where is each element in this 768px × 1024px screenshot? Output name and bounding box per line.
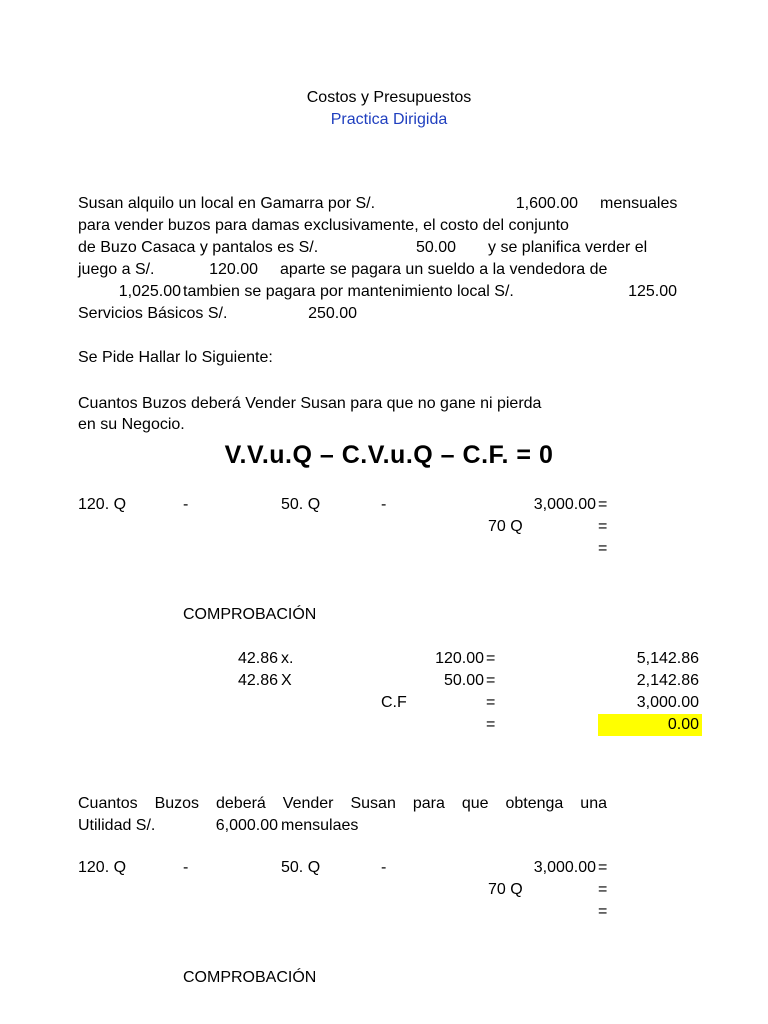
- breakeven-formula: V.V.u.Q – C.V.u.Q – C.F. = 0: [224, 441, 554, 469]
- check-row-3-result: 3,000.00: [636, 694, 699, 711]
- check-row-2-result: 2,142.86: [636, 672, 699, 689]
- check-row-4-result: 0.00: [667, 716, 699, 733]
- q2-eq-contribution: 70 Q: [488, 881, 523, 898]
- document-title: Costos y Presupuestos: [306, 89, 472, 106]
- check-row-2-eq: =: [486, 672, 496, 689]
- problem-line-3-tail: y se planifica verder el: [488, 239, 648, 256]
- question-1-line-2: en su Negocio.: [78, 416, 185, 433]
- q1-eq-term-variable-cost: 50. Q: [281, 496, 321, 513]
- problem-line-6-text: Servicios Básicos S/.: [78, 305, 228, 322]
- check-row-2-op: X: [281, 672, 292, 689]
- q1-eq-equals-1: =: [598, 496, 608, 513]
- task-prompt: Se Pide Hallar lo Siguiente:: [78, 349, 273, 366]
- check-row-3-label: C.F: [381, 694, 407, 711]
- check-row-1-price: 120.00: [435, 650, 484, 667]
- check-row-4-eq: =: [486, 716, 496, 733]
- q1-check-title: COMPROBACIÓN: [183, 606, 317, 623]
- document-subtitle: Practica Dirigida: [330, 111, 448, 128]
- problem-line-3-text: de Buzo Casaca y pantalos es S/.: [78, 239, 319, 256]
- question-1-line-1: Cuantos Buzos deberá Vender Susan para que no gane ni pierda: [78, 395, 542, 412]
- maintenance-amount: 125.00: [628, 283, 677, 300]
- unit-price-amount: 120.00: [209, 261, 258, 278]
- q1-eq-term-revenue: 120. Q: [78, 496, 127, 513]
- question-2-line-2-tail: mensulaes: [281, 817, 359, 834]
- q2-eq-term-variable-cost: 50. Q: [281, 859, 321, 876]
- check-row-1-op: x.: [281, 650, 294, 667]
- q1-eq-minus-1: -: [183, 496, 189, 513]
- check-row-1-result: 5,142.86: [636, 650, 699, 667]
- q1-eq-contribution: 70 Q: [488, 518, 523, 535]
- question-2-line-2-text: Utilidad S/.: [78, 817, 156, 834]
- q2-eq-equals-1: =: [598, 859, 608, 876]
- check-row-3-eq: =: [486, 694, 496, 711]
- q1-eq-equals-3: =: [598, 540, 608, 557]
- q2-eq-minus-1: -: [183, 859, 189, 876]
- problem-line-1-text: Susan alquilo un local en Gamarra por S/.: [78, 195, 376, 212]
- problem-line-4-text: juego a S/.: [78, 261, 155, 278]
- q2-eq-fixed-cost: 3,000.00: [533, 859, 596, 876]
- question-2-line-1: Cuantos Buzos deberá Vender Susan para que obtenga una: [78, 795, 607, 812]
- salary-amount: 1,025.00: [118, 283, 181, 300]
- q2-check-title: COMPROBACIÓN: [183, 969, 317, 986]
- check-row-2-price: 50.00: [443, 672, 484, 689]
- services-amount: 250.00: [308, 305, 357, 322]
- problem-line-4-tail: aparte se pagara un sueldo a la vendedora de: [280, 261, 608, 278]
- profit-target-amount: 6,000.00: [215, 817, 278, 834]
- q1-eq-fixed-cost: 3,000.00: [533, 496, 596, 513]
- problem-line-5-text: tambien se pagara por mantenimiento local S/.: [183, 283, 514, 300]
- problem-line-2: para vender buzos para damas exclusivamente, el costo del conjunto: [78, 217, 569, 234]
- q2-eq-minus-2: -: [381, 859, 387, 876]
- unit-cost-amount: 50.00: [415, 239, 456, 256]
- q1-eq-minus-2: -: [381, 496, 387, 513]
- check-row-1-qty: 42.86: [237, 650, 278, 667]
- q2-eq-equals-2: =: [598, 881, 608, 898]
- q2-eq-term-revenue: 120. Q: [78, 859, 127, 876]
- check-row-2-qty: 42.86: [237, 672, 278, 689]
- q2-eq-equals-3: =: [598, 903, 608, 920]
- q1-eq-equals-2: =: [598, 518, 608, 535]
- problem-line-1-tail: mensuales: [600, 195, 678, 212]
- check-row-1-eq: =: [486, 650, 496, 667]
- rent-amount: 1,600.00: [515, 195, 578, 212]
